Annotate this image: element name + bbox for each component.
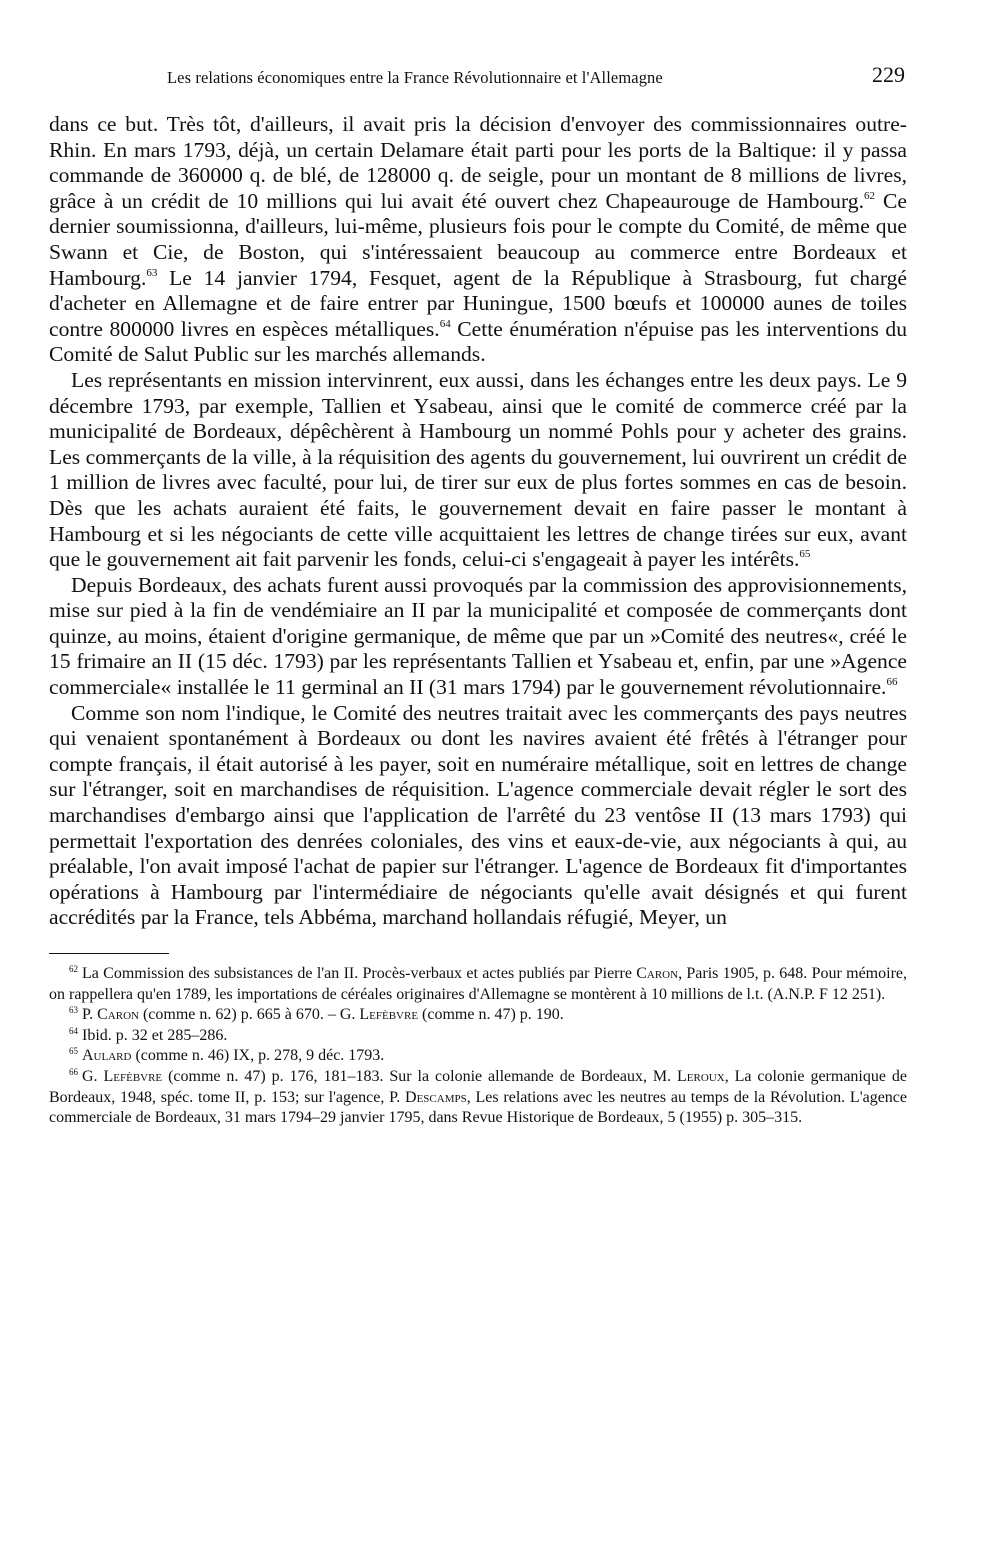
footnote-ref-64: 64 (439, 317, 451, 330)
footnote-text: (comme n. 47) p. 176, 181–183. Sur la colonie allemande de Bordeaux, M. (162, 1067, 678, 1085)
footnote-number: 64 (69, 1025, 78, 1036)
footnote-separator (49, 953, 169, 954)
footnote-text: G. (82, 1067, 104, 1085)
page (49, 62, 907, 1129)
footnote-64 (49, 1026, 907, 1047)
footnote-63 (49, 1005, 907, 1026)
paragraph-1-text-a: dans ce but. Très tôt, d'ailleurs, il avait pris la décision d'envoyer des commissionnaires outre-Rhin. En mars 1793, déjà, un certain Delamare était parti pour les ports de la Baltique: il y passa commande de 360000 q. de blé, de 128000 q. de seigle, pour un montant de 8 millions de livres, grâce à un crédit de 10 millions qui lui avait été ouvert chez Chapeaurouge de Hambourg. (49, 112, 907, 213)
footnote-text: , Paris 1905, p. 648. Pour mémoire, on rappellera qu'en 1789, les importations de céréales originaires d'Allemagne se montèrent à 10 millions de l.t. (A.N.P. F 12 251). (49, 965, 907, 1003)
author-name: Leroux (677, 1067, 725, 1085)
footnote-ref-66: 66 (886, 676, 898, 689)
author-name: Caron (97, 1006, 139, 1024)
paragraph-2-text-a: Les représentants en mission intervinrent, eux aussi, dans les échanges entre les deux pays. Le 9 décembre 1793, par exemple, Tallien et Ysabeau, ainsi que le comité de commerce créé par la municipalité de Bordeaux, dépêchèrent à Hambourg un nommé Pohls pour y acheter des grains. Les commerçants de la ville, à la réquisition des agents du gouvernement, lui ouvrirent un crédit de 1 million de livres avec faculté, pour lui, de tirer sur eux de plus fortes sommes en cas de besoin. Dès que les achats auraient été faits, le gouvernement devait en faire passer le montant à Hambourg et si les négociants de cette ville acquittaient les lettres de change tirées sur eux, avant que le gouvernement ait fait parvenir les fonds, celui-ci s'engageait à payer les intérêts. (49, 367, 907, 572)
running-head (49, 62, 907, 96)
author-name: Aulard (82, 1047, 132, 1065)
paragraph-4 (49, 701, 907, 931)
author-name: Caron (636, 965, 679, 982)
footnote-65 (49, 1046, 907, 1067)
paragraph-1-text-c: Le 14 janvier 1794, Fesquet, agent de la République à Strasbourg, fut chargé d'acheter en Allemagne et de faire entrer par Huningue, 1500 bœufs et 100000 aunes de toiles contre 800000 livres en espèces métalliques. (49, 265, 907, 341)
footnote-ref-63: 63 (146, 266, 158, 279)
footnote-text: P. (82, 1006, 98, 1024)
paragraph-4-text-a: Comme son nom l'indique, le Comité des neutres traitait avec les commerçants des pays neutres qui venaient spontanément à Bordeaux ou dont les navires avaient été frêtés à l'étranger pour compte français, il était autorisé à les payer, soit en numéraire métallique, soit en lettres de change sur l'étranger, soit en marchandises de réquisition. L'agence commerciale devait régler le sort des marchandises d'embargo ainsi que l'application de l'arrêté du 23 ventôse II (13 mars 1793) qui permettait l'exportation des denrées coloniales, des vins et eaux-de-vie, aux négociants à qui, au préalable, l'on avait imposé l'achat de papier sur l'étranger. L'agence de Bordeaux fit d'importantes opérations à Hambourg par l'intermédiaire de négociants qu'elle avait désignés et qui furent accrédités par la France, tels Abbéma, marchand hollandais réfugié, Meyer, un (49, 700, 907, 930)
footnote-ref-62: 62 (863, 189, 875, 202)
author-name: Descamps (405, 1088, 467, 1106)
footnote-text: , La colonie germanique de Bordeaux, 1948, spéc. tome II, p. 153; sur l'agence, P. (49, 1067, 908, 1106)
footnote-text: (comme n. 62) p. 665 à 670. – G. (138, 1006, 360, 1024)
footnote-62 (49, 964, 907, 1005)
author-name: Lefèbvre (359, 1006, 419, 1024)
footnote-number: 63 (69, 1005, 78, 1016)
footnotes (49, 964, 907, 1129)
paragraph-1-text-d: Cette énumération n'épuise pas les interventions du Comité de Salut Public sur les marchés allemands. (49, 316, 908, 367)
page-number: 229 (872, 62, 905, 87)
footnote-text: (comme n. 47) p. 190. (418, 1006, 564, 1024)
footnote-66 (49, 1067, 907, 1129)
paragraph-1 (49, 112, 907, 368)
body-text (49, 112, 907, 931)
running-title: Les relations économiques entre la France Révolutionnaire et l'Allemagne (167, 68, 663, 87)
footnote-text: (comme n. 46) IX, p. 278, 9 déc. 1793. (131, 1047, 385, 1065)
footnote-text: , Les relations avec les neutres au temps de la Révolution. L'agence commerciale de Bordeaux, 31 mars 1794–29 janvier 1795, dans Revue Historique de Bordeaux, 5 (1955) p. 305–315. (49, 1088, 907, 1127)
footnote-text: Ibid. p. 32 et 285–286. (82, 1026, 228, 1044)
footnote-ref-65: 65 (799, 548, 811, 561)
footnote-number: 62 (69, 964, 78, 974)
paragraph-3-text-a: Depuis Bordeaux, des achats furent aussi provoqués par la commission des approvisionnements, mise sur pied à la fin de vendémiaire an II par la municipalité et composée de commerçants dont quinze, au moins, étaient d'origine germanique, de même que par un »Comité des neutres«, créé le 15 frimaire an II (15 déc. 1793) par les représentants Tallien et Ysabeau et, enfin, par une »Agence commerciale« installée le 11 germinal an II (31 mars 1794) par le gouvernement révolutionnaire. (49, 572, 907, 700)
footnote-number: 65 (69, 1046, 78, 1057)
footnote-text: La Commission des subsistances de l'an II. Procès-verbaux et actes publiés par Pierre (82, 965, 637, 982)
paragraph-2 (49, 368, 907, 573)
paragraph-1-text-b: Ce dernier soumissionna, d'ailleurs, lui-même, plusieurs fois pour le compte du Comité, de même que Swann et Cie, de Boston, qui s'intéressaient beaucoup au commerce entre Bordeaux et Hambourg. (49, 188, 908, 290)
paragraph-3 (49, 573, 907, 701)
footnote-number: 66 (69, 1066, 78, 1077)
author-name: Lefèbvre (103, 1067, 163, 1085)
